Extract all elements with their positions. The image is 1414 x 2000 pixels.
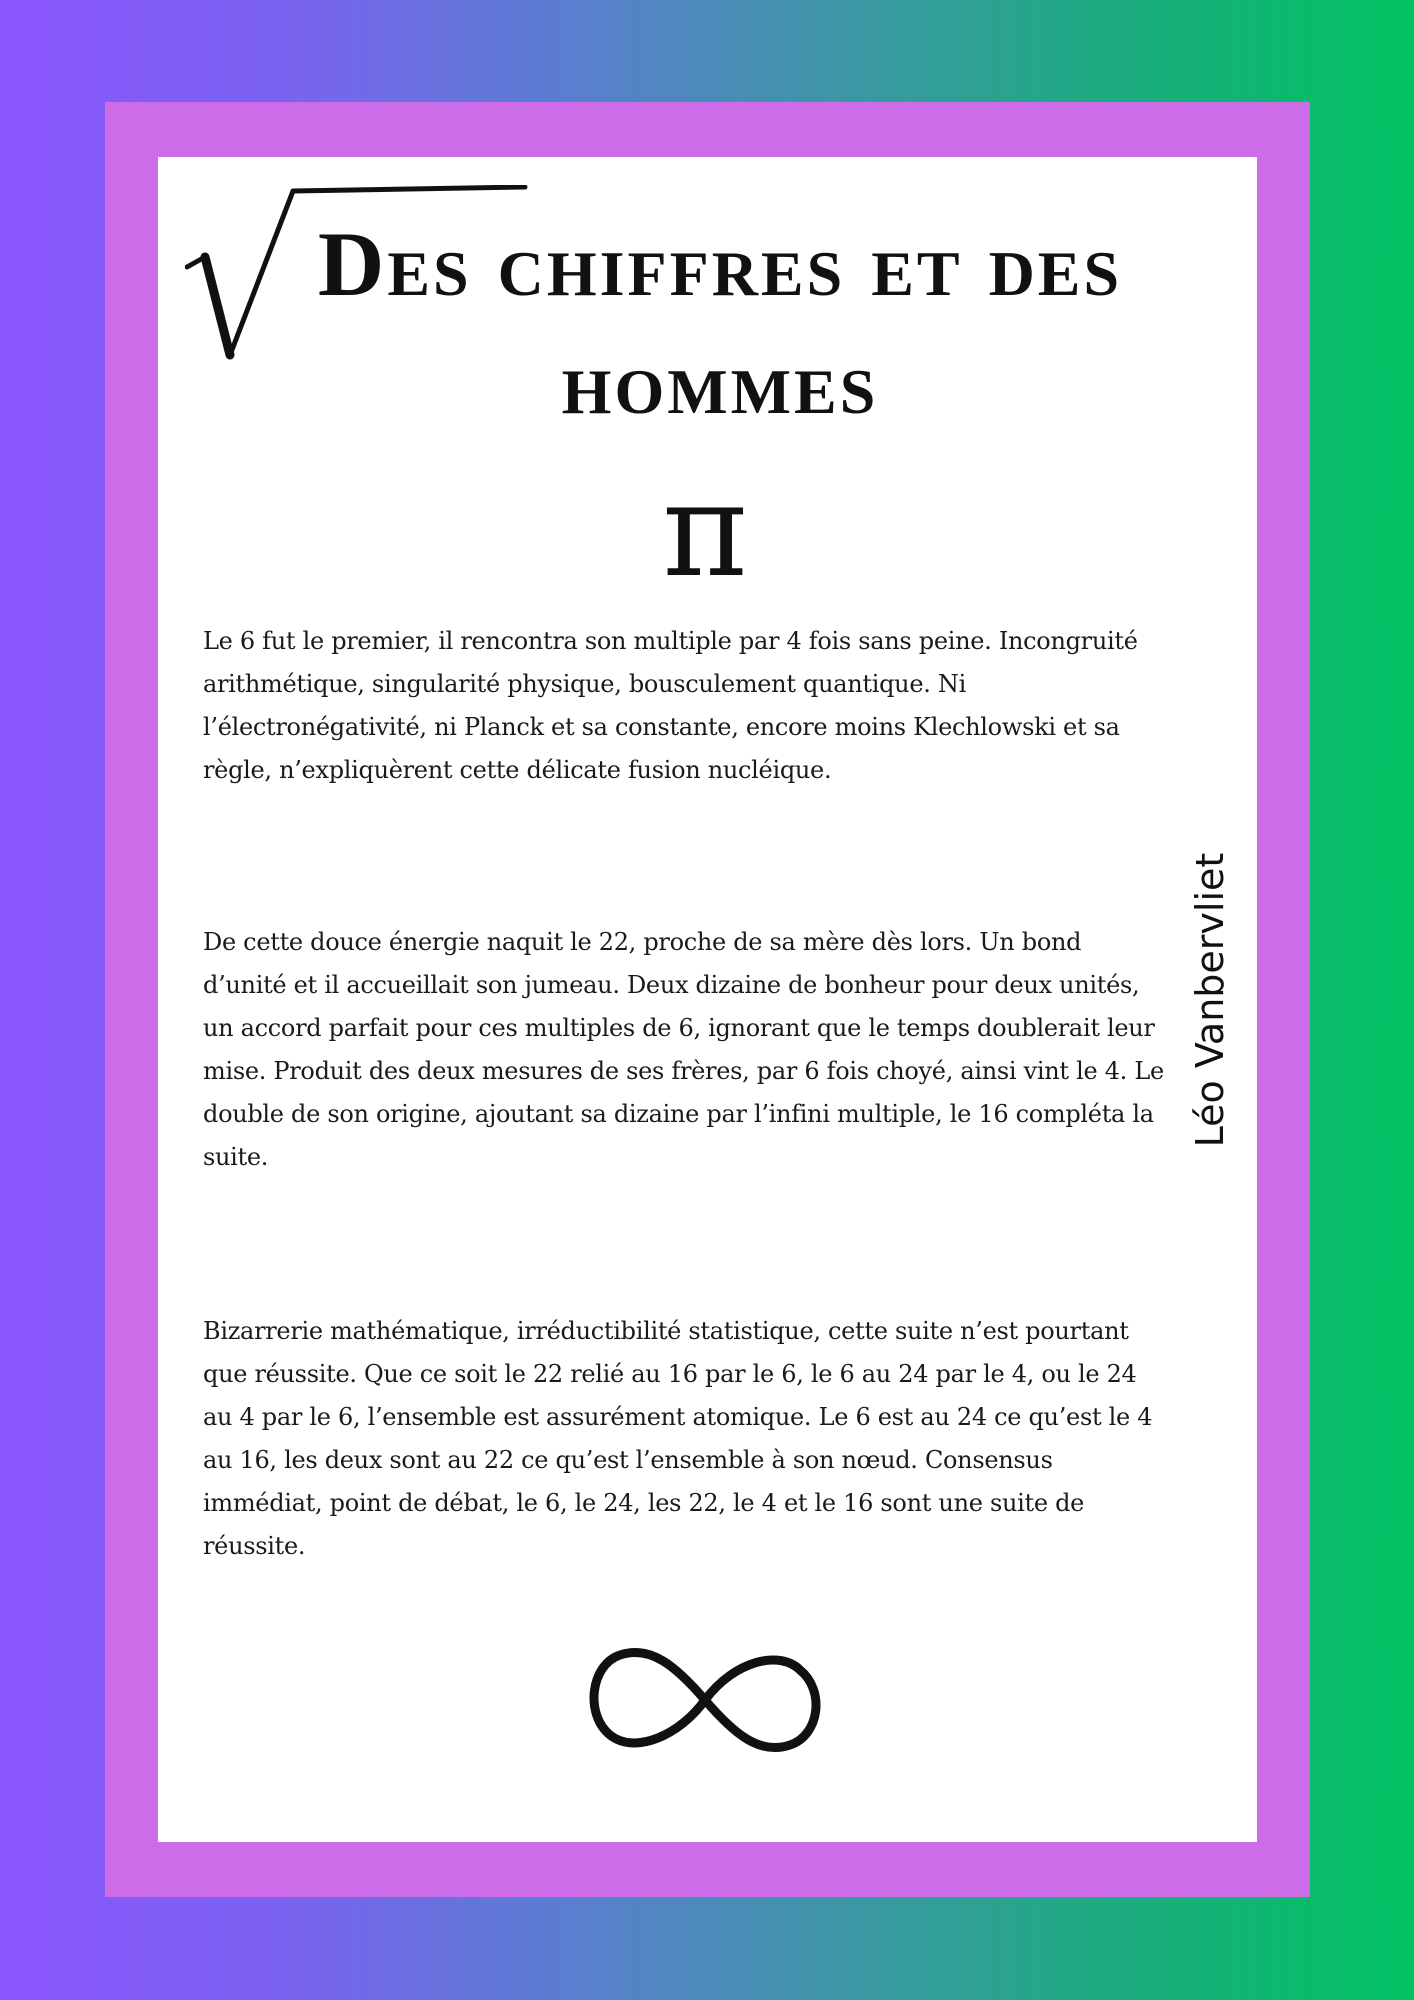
paragraph-3: Bizarrerie mathématique, irréductibilité statistique, cette suite n’est pourtant que réussite. Que ce soit le 22 relié au 16 par le 6, le 6 au 24 par le 4, ou le 24 au 4 par le 6, l’ensemble est assurément atomique. Le 6 est au 24 ce qu’est le 4 au 16, les deux sont au 22 ce qu’est l’ensemble à son nœud. Consensus immédiat, point de débat, le 6, le 24, les 22, le 4 et le 16 sont une suite de réussite. bbox=[203, 1317, 1153, 1560]
paragraph-1: Le 6 fut le premier, il rencontra son multiple par 4 fois sans peine. Incongruité arithmétique, singularité physique, bousculement quantique. Ni l’électronégativité, ni Planck et sa constante, encore moins Klechlowski et sa règle, n’expliquèrent cette délicate fusion nucléique. bbox=[203, 627, 1138, 784]
infinity-icon bbox=[585, 1640, 825, 1760]
paragraph-2: De cette douce énergie naquit le 22, proche de sa mère dès lors. Un bond d’unité et il accueillait son jumeau. Deux dizaine de bonheur pour deux unités, un accord parfait pour ces multiples de 6, ignorant que le temps doublerait leur mise. Produit des deux mesures de ses frères, par 6 fois choyé, ainsi vint le 4. Le double de son origine, ajoutant sa dizaine par l’infini multiple, le 16 compléta la suite. bbox=[203, 928, 1164, 1171]
author-name: Léo Vanbervliet bbox=[1188, 852, 1232, 1148]
page-title: Des chiffres et des hommes bbox=[317, 213, 1123, 433]
pi-symbol: π bbox=[662, 454, 748, 606]
